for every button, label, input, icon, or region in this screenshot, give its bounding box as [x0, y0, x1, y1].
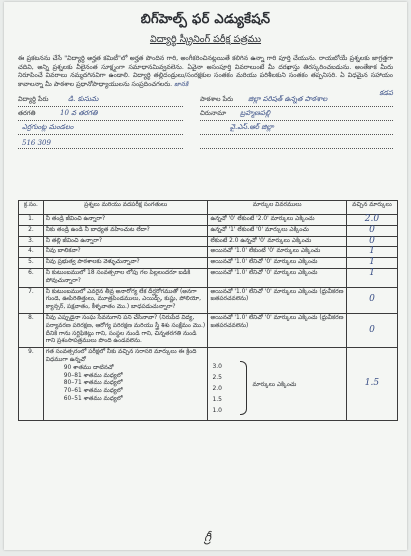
row-marks-detail: ఉన్నచో '0' లేకుంటే '2.0' మార్కులు ఎక్కించు: [208, 215, 346, 226]
school-name-value: జిల్లా పరిషత్ ఉన్నత పాఠశాల: [248, 95, 328, 104]
table-row: [19, 268, 398, 287]
row-question: [43, 348, 208, 421]
screening-form-page: [4, 2, 407, 550]
row-serial: 5.: [19, 258, 44, 269]
range-item: 70–61 శాతము మధ్యలో: [63, 388, 123, 395]
row-marks-detail: ఉన్నచో '1' లేకుంటే '0' మార్కులు ఎక్కించు: [208, 225, 346, 236]
mandal-field: [18, 123, 183, 135]
row-marks-detail: లేకుంటే 2.0 ఉన్నచో '0' మార్కులు ఎక్కించు: [208, 236, 346, 247]
header-marks-detail: మార్కుల వివరములు: [208, 201, 346, 215]
student-details: [18, 89, 393, 153]
row-score: 1: [346, 247, 397, 258]
table-row: [19, 287, 398, 313]
row-serial: 8.: [19, 313, 44, 347]
row-score: 1.5: [346, 348, 397, 421]
header-question: ప్రశ్నలు మరియు వదపరీక్ష సంగతులు: [43, 201, 208, 215]
row-score: 0: [346, 287, 397, 313]
table-row: [19, 258, 398, 269]
row-question: నీకు తండ్రి ఉండి నీ బాధ్యత వహించుట లేదా?: [43, 225, 208, 236]
field-row-2: [18, 109, 393, 121]
instructions-handwritten-note: జానకి: [174, 80, 189, 88]
scale-value: 2.0: [212, 385, 222, 393]
row-score: 0: [346, 225, 397, 236]
scale-value: 1.0: [212, 407, 222, 415]
address-field: [200, 109, 393, 121]
row-score: 1: [346, 268, 397, 287]
school-name-field: [200, 89, 393, 107]
header-marks-obtained: వచ్చిన మార్కులు: [346, 201, 397, 215]
row-serial: 2.: [19, 225, 44, 236]
row-serial: 6.: [19, 268, 44, 287]
row-question: నీ కుటుంబములో 18 సంవత్సరాల లోపు గల పిల్లలందరూ బడికి పోవుచున్నారా?: [43, 268, 208, 287]
signature-scribble: గ్రీ: [204, 530, 211, 544]
instructions-text: ఈ ప్రకటనను చేసే "విద్యార్థి అర్హత కమిటీ"లో అర్హత పొందిన గారి, అంగీకరించినట్లయితే కలిగిన ఉన్నా గారి పూర్తి చేయును. రాయబోయే ప్రశ్నలకు జాగ్రత్తగా చదివి, అన్ని ప్రశ్నలకు వీలైనంత సూక్ష్మంగా సమాధానమివ్వవలెను. ఏవైనా అసంపూర్తి వివరాలుంటే మీ దరఖాస్తు తిరస్కరించబడును. అంతేకాక మీరు నిరూపించే వివరాలు నమ్మదగినవిగా ఉండాలి. విద్యార్థి తల్లిదండ్రులు/సంరక్షకుల సంతకం మరియు పరిశీలకుని సంతకం తప్పనిసరి. ఏ విధమైన సహాయం కావాలన్నా మీ పాఠశాల ప్రధానోపాధ్యాయులను సంప్రదించగలరు.: [18, 55, 393, 88]
mandal-value: ఎర్రగుంట్ల మండలం: [22, 123, 74, 132]
row-question: నీ తండ్రి జీవించి ఉన్నారా?: [43, 215, 208, 226]
table-row: [19, 348, 398, 421]
form-subtitle: విద్యార్థి స్క్రీనింగ్ పరీక్ష పత్రము: [149, 34, 262, 45]
range-item: 90–81 శాతము మధ్యలో: [63, 372, 123, 379]
pin-field: [18, 137, 183, 149]
field-row-3: [18, 123, 393, 135]
student-name-value: డి. కుసుమ: [68, 95, 99, 104]
scale-value: 1.5: [212, 396, 222, 404]
range-item: 80–71 శాతము మధ్యలో: [63, 380, 123, 387]
student-name-field: [18, 95, 183, 107]
row-question: నీవు బాలికవా?: [43, 247, 208, 258]
instructions-paragraph: [18, 55, 393, 89]
criteria-table: [18, 200, 398, 421]
row-score: 0: [346, 236, 397, 247]
scale-value: 3.0: [212, 363, 222, 371]
district-field: [200, 123, 393, 135]
class-label: తరగతి: [18, 109, 36, 118]
row-serial: 7.: [19, 287, 44, 313]
table-row: [19, 313, 398, 347]
table-row: [19, 215, 398, 226]
table-header-row: [19, 201, 398, 215]
range-item: 90 శాతము దాటినచో: [63, 364, 114, 371]
row-marks-detail: అయినచో '1.0' లేనిచో '0' మార్కులు ఎక్కించు (ధ్రువీకరణ జతపరచవలెను): [208, 287, 346, 313]
address-value: బ్రహ్మణపల్లి: [240, 109, 271, 118]
student-name-label: విద్యార్థి పేరు: [18, 95, 49, 104]
table-row: [19, 225, 398, 236]
row-question: నీవు ప్రభుత్వ పాఠశాలకు వెళ్ళుచున్నావా?: [43, 258, 208, 269]
address-label: చిరునామా: [200, 109, 227, 118]
table-row: [19, 236, 398, 247]
brace-icon: [240, 361, 247, 415]
row-question: నీవు ఎప్పుడైనా సంఘ సేవనుగాని పని చేసినావా? (నిరుపేద విద్య, పర్యావరణ పరిరక్షణ, ఆరోగ్య పరిరక్షణ మరియు స్త్రీ శిశు సంక్షేమం మొ.) దీనికి గాను సర్టిఫికెట్లు గాని, సంస్థల నుండి గాని, చిన్నతరగతి నుండి గాని ప్రశంసాపత్రములు పొంది ఉండవలెను.: [43, 313, 208, 347]
extra-handwritten-note: కడప: [379, 89, 393, 98]
blank-field: [200, 137, 393, 149]
row-marks-detail: అయినచో '1.0' లేనిచో '0' మార్కులు ఎక్కించు: [208, 258, 346, 269]
school-name-label: పాఠశాల పేరు: [200, 95, 234, 104]
scale-values: [212, 361, 222, 416]
range-list: [46, 365, 206, 404]
row-marks-detail: అయినచో '1.0' లేనిచో '0' మార్కులు ఎక్కించు: [208, 268, 346, 287]
row-serial: 4.: [19, 247, 44, 258]
row-marks-detail: అయినచో '1.0' లేకుంటే '0' మార్కులు ఎక్కించు: [208, 247, 346, 258]
row-serial: 3.: [19, 236, 44, 247]
table-row: [19, 247, 398, 258]
class-field: [18, 109, 183, 121]
field-row-1: [18, 89, 393, 107]
district-value: వై.ఎస్.ఆర్ జిల్లా: [230, 123, 274, 132]
row-score: 1: [346, 258, 397, 269]
marks-scale: [210, 349, 343, 419]
class-value: 10 వ తరగతి: [60, 109, 98, 118]
row-score: 0: [346, 313, 397, 347]
field-row-4: [18, 137, 393, 149]
scale-instruction: మార్కులు ఎక్కించు: [252, 382, 297, 389]
header-serial: క్ర.సం.: [19, 201, 44, 215]
row-question-text: గత సంవత్సరంలో పరీక్షలో నీకు వచ్చిన సరాసరి మార్కులు ఈ క్రింది విధముగా ఉన్నచో: [45, 349, 197, 363]
form-title: బిగ్‌హెల్ప్ ఫర్ ఎడ్యుకేషన్: [140, 12, 271, 27]
row-marks-detail: [208, 348, 346, 421]
row-marks-detail: అయినచో '1.0' లేనిచో '0' మార్కులు ఎక్కించు (ధ్రువీకరణ జతపరచవలెను): [208, 313, 346, 347]
row-serial: 9.: [19, 348, 44, 421]
range-item: 60–51 శాతము మధ్యలో: [63, 395, 123, 402]
row-question: నీ తల్లి జీవించి ఉన్నారా?: [43, 236, 208, 247]
pin-value: 516 309: [22, 139, 51, 148]
scale-value: 2.5: [212, 374, 222, 382]
row-question: నీ కుటుంబములో ఎవరైన తీవ్ర అనారోగ్య లేక దీర్ఘరోగముతో (అనగా గుండె, ఊపిరితిత్తులు, మూత్రపిండములు, ఎయిడ్స్, కుష్టు, పోలియో, క్యాన్సర్, పక్షవాతం, కీళ్ళవాతం మొ.) బాధపడుచున్నారా?: [43, 287, 208, 313]
row-score: 2.0: [346, 215, 397, 226]
row-serial: 1.: [19, 215, 44, 226]
